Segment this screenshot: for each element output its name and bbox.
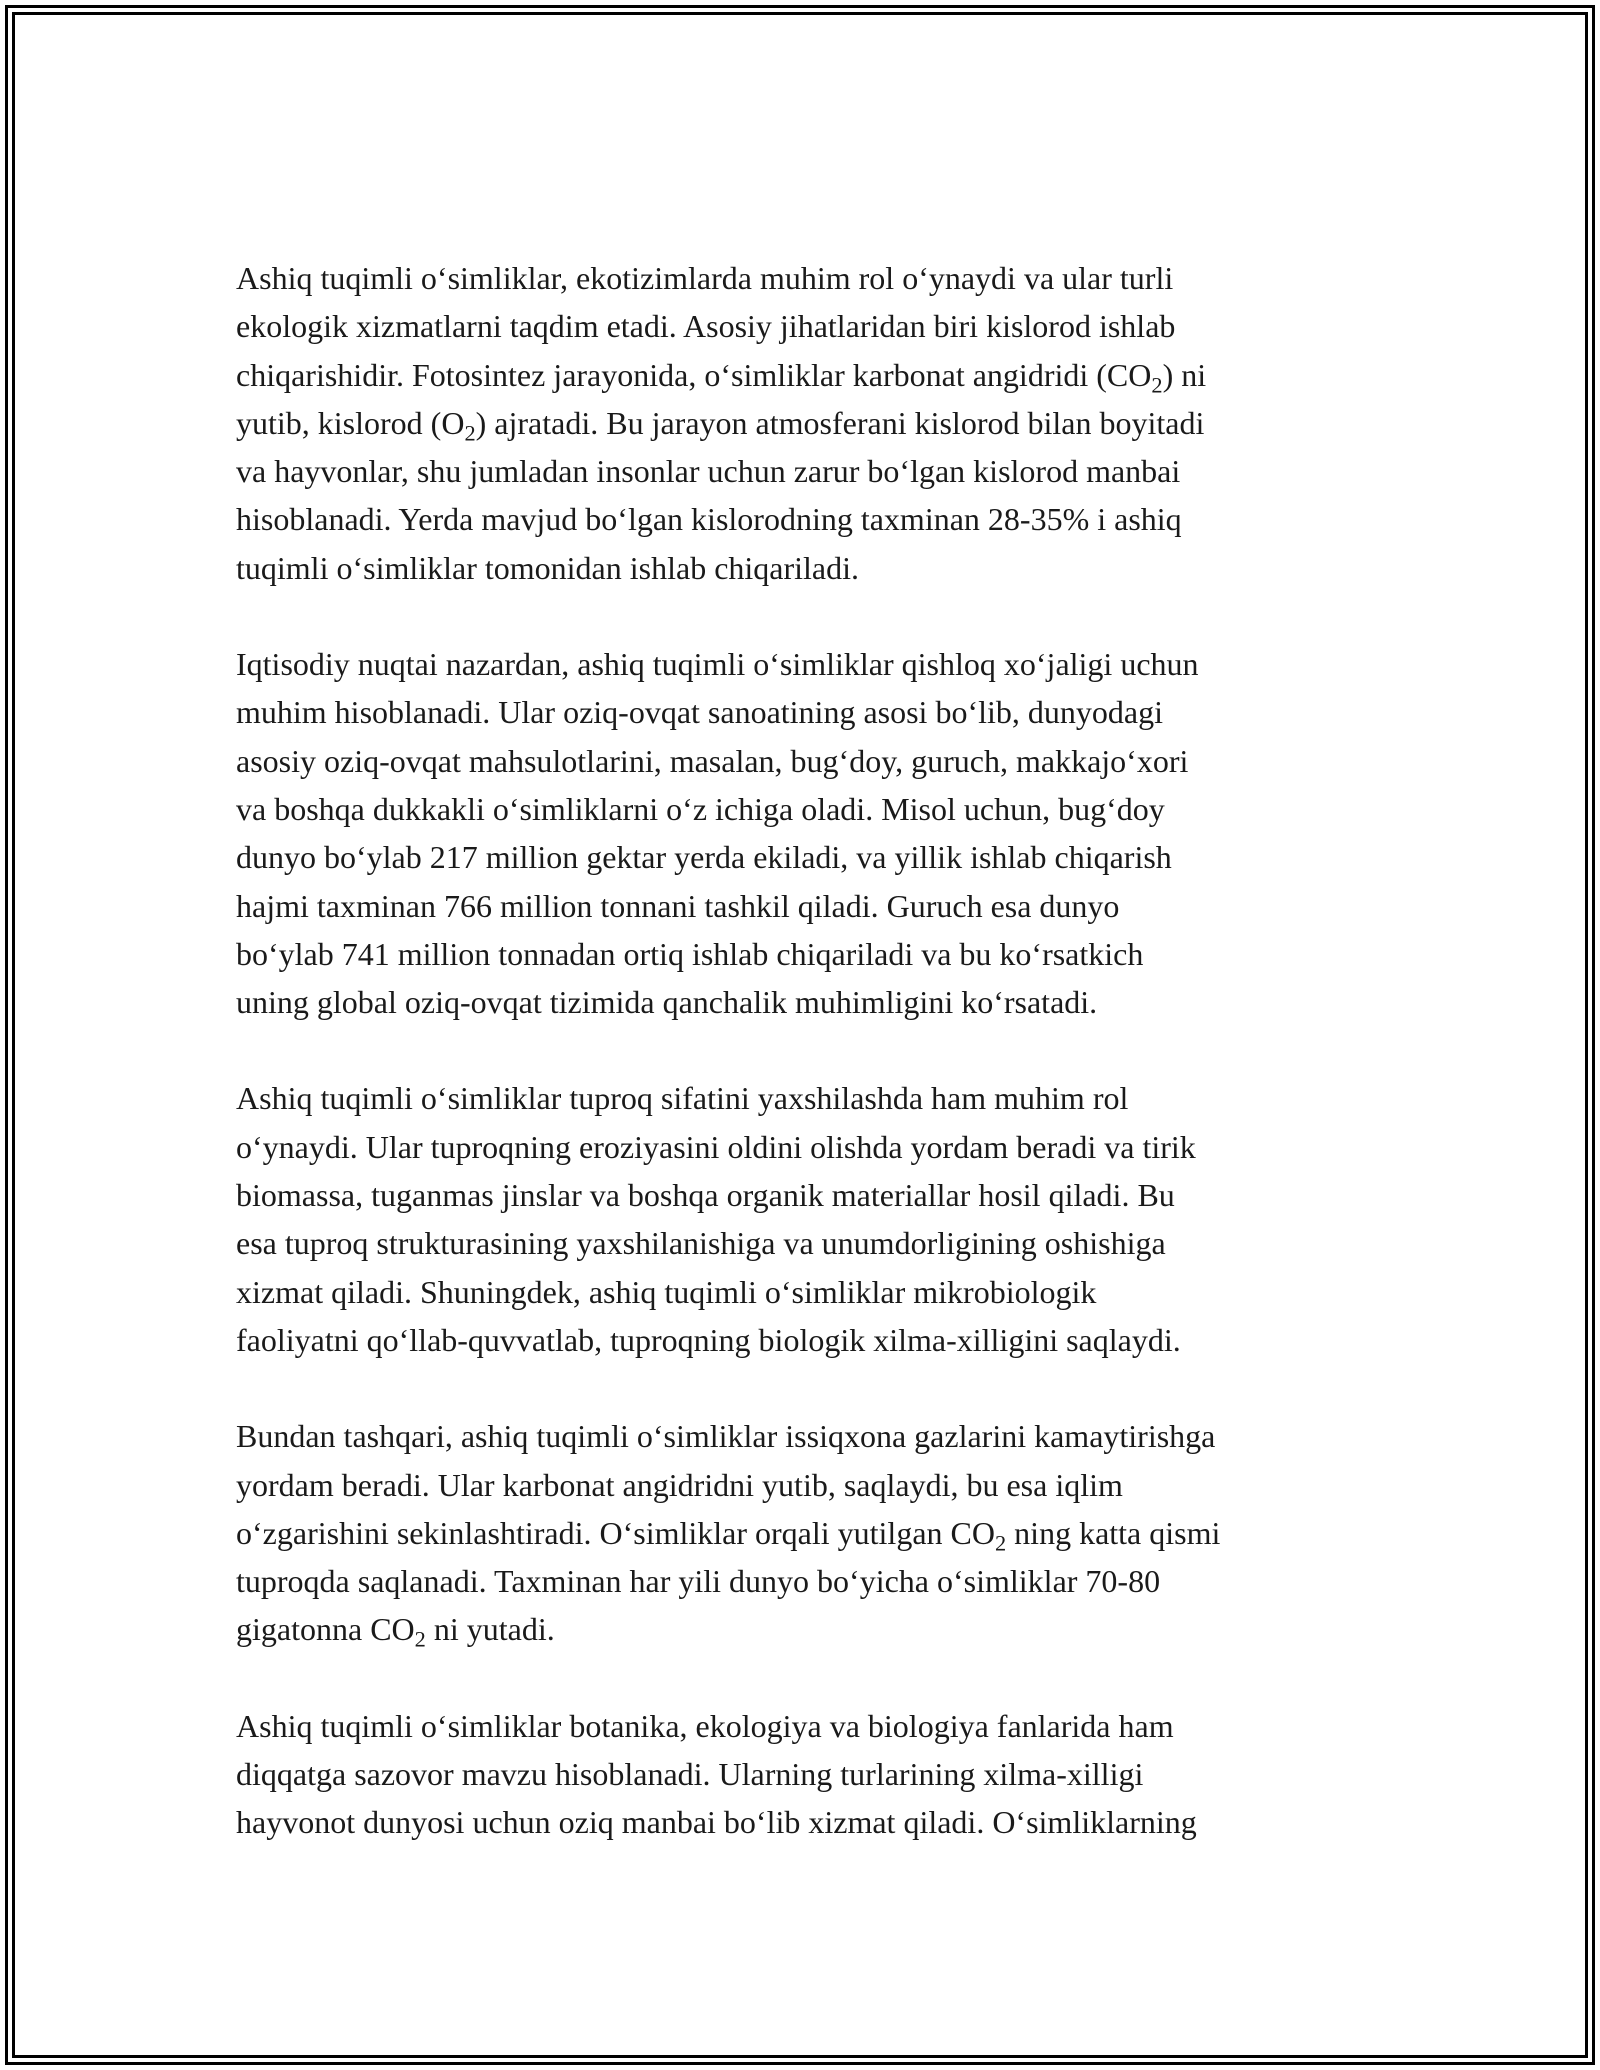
text-line <box>236 1219 1386 1267</box>
text-segment: o‘ynaydi. Ular tuproqning eroziyasini oldini olishda yordam beradi va tirik <box>236 1128 1196 1165</box>
text-line <box>236 1750 1386 1798</box>
paragraph-1 <box>236 254 1386 592</box>
text-line <box>236 351 1386 399</box>
paragraph-4 <box>236 1412 1386 1653</box>
text-segment: ) ni <box>1162 356 1207 393</box>
text-line <box>236 1557 1386 1605</box>
text-segment: esa tuproq strukturasining yaxshilanishiga va unumdorligining oshishiga <box>236 1225 1166 1262</box>
text-segment: diqqatga sazovor mavzu hisoblanadi. Ularning turlarining xilma-xilligi <box>236 1756 1144 1793</box>
text-line <box>236 1074 1386 1122</box>
text-line <box>236 399 1386 447</box>
subscript: 2 <box>994 1530 1007 1556</box>
text-segment: faoliyatni qo‘llab-quvvatlab, tuproqning biologik xilma-xilligini saqlaydi. <box>236 1321 1181 1358</box>
text-line <box>236 1461 1386 1509</box>
text-line <box>236 1605 1386 1653</box>
text-line <box>236 1798 1386 1846</box>
subscript: 2 <box>464 420 476 446</box>
text-line <box>236 1268 1386 1316</box>
text-segment: yutib, kislorod (O <box>236 404 465 441</box>
document-body <box>236 254 1386 1895</box>
text-segment: gigatonna CO <box>236 1611 415 1648</box>
text-segment: va boshqa dukkakli o‘simliklarni o‘z ichiga oladi. Misol uchun, bug‘doy <box>236 790 1165 827</box>
text-line <box>236 737 1386 785</box>
text-line <box>236 447 1386 495</box>
text-segment: uning global oziq-ovqat tizimida qanchalik muhimligini ko‘rsatadi. <box>236 984 1098 1021</box>
text-segment: ekologik xizmatlarni taqdim etadi. Asosiy jihatlaridan biri kislorod ishlab <box>236 308 1176 345</box>
text-line <box>236 688 1386 736</box>
subscript: 2 <box>414 1627 426 1653</box>
text-line <box>236 882 1386 930</box>
text-segment: hayvonot dunyosi uchun oziq manbai bo‘lib xizmat qiladi. O‘simliklarning <box>236 1804 1197 1841</box>
text-segment: yordam beradi. Ular karbonat angidridni yutib, saqlaydi, bu esa iqlim <box>236 1466 1123 1503</box>
text-segment: asosiy oziq-ovqat mahsulotlarini, masalan, bug‘doy, guruch, makkajo‘xori <box>236 742 1189 779</box>
text-segment: Ashiq tuqimli o‘simliklar botanika, ekologiya va biologiya fanlarida ham <box>236 1707 1174 1744</box>
text-line <box>236 930 1386 978</box>
subscript: 2 <box>1151 372 1163 398</box>
text-line <box>236 1316 1386 1364</box>
text-line <box>236 833 1386 881</box>
text-segment: hajmi taxminan 766 million tonnani tashkil qiladi. Guruch esa dunyo <box>236 887 1120 924</box>
paragraph-5 <box>236 1702 1386 1847</box>
text-line <box>236 254 1386 302</box>
text-segment: bo‘ylab 741 million tonnadan ortiq ishlab chiqariladi va bu ko‘rsatkich <box>236 935 1144 972</box>
text-segment: Ashiq tuqimli o‘simliklar tuproq sifatini yaxshilashda ham muhim rol <box>236 1080 1129 1117</box>
text-line <box>236 978 1386 1026</box>
text-segment: Bundan tashqari, ashiq tuqimli o‘simliklar issiqxona gazlarini kamaytirishga <box>236 1418 1216 1455</box>
text-segment: biomassa, tuganmas jinslar va boshqa organik materiallar hosil qiladi. Bu <box>236 1177 1175 1214</box>
text-line <box>236 1702 1386 1750</box>
text-segment: o‘zgarishini sekinlashtiradi. O‘simliklar orqali yutilgan CO <box>236 1514 995 1551</box>
text-line <box>236 640 1386 688</box>
text-segment: xizmat qiladi. Shuningdek, ashiq tuqimli o‘simliklar mikrobiologik <box>236 1273 1097 1310</box>
text-segment: tuqimli o‘simliklar tomonidan ishlab chiqariladi. <box>236 549 860 586</box>
text-line <box>236 1123 1386 1171</box>
text-segment: Ashiq tuqimli o‘simliklar, ekotizimlarda muhim rol o‘ynaydi va ular turli <box>236 260 1174 296</box>
text-line <box>236 1171 1386 1219</box>
text-segment: ni yutadi. <box>425 1611 555 1648</box>
text-segment: ) ajratadi. Bu jarayon atmosferani kislorod bilan boyitadi <box>475 404 1205 441</box>
text-segment: chiqarishidir. Fotosintez jarayonida, o‘simliklar karbonat angidridi (CO <box>236 356 1152 393</box>
text-segment: va hayvonlar, shu jumladan insonlar uchun zarur bo‘lgan kislorod manbai <box>236 453 1181 490</box>
paragraph-3 <box>236 1074 1386 1364</box>
text-segment: Iqtisodiy nuqtai nazardan, ashiq tuqimli o‘simliklar qishloq xo‘jaligi uchun <box>236 646 1199 683</box>
text-line <box>236 1412 1386 1460</box>
text-segment: dunyo bo‘ylab 217 million gektar yerda ekiladi, va yillik ishlab chiqarish <box>236 839 1172 876</box>
text-segment: tuproqda saqlanadi. Taxminan har yili dunyo bo‘yicha o‘simliklar 70-80 <box>236 1563 1161 1600</box>
text-line <box>236 495 1386 543</box>
paragraph-2 <box>236 640 1386 1026</box>
text-segment: ning katta qismi <box>1006 1514 1221 1551</box>
text-line <box>236 544 1386 592</box>
text-segment: hisoblanadi. Yerda mavjud bo‘lgan kislorodning taxminan 28-35% i ashiq <box>236 501 1182 538</box>
text-segment: muhim hisoblanadi. Ular oziq-ovqat sanoatining asosi bo‘lib, dunyodagi <box>236 694 1163 731</box>
text-line <box>236 785 1386 833</box>
text-line <box>236 1509 1386 1557</box>
text-line <box>236 302 1386 350</box>
